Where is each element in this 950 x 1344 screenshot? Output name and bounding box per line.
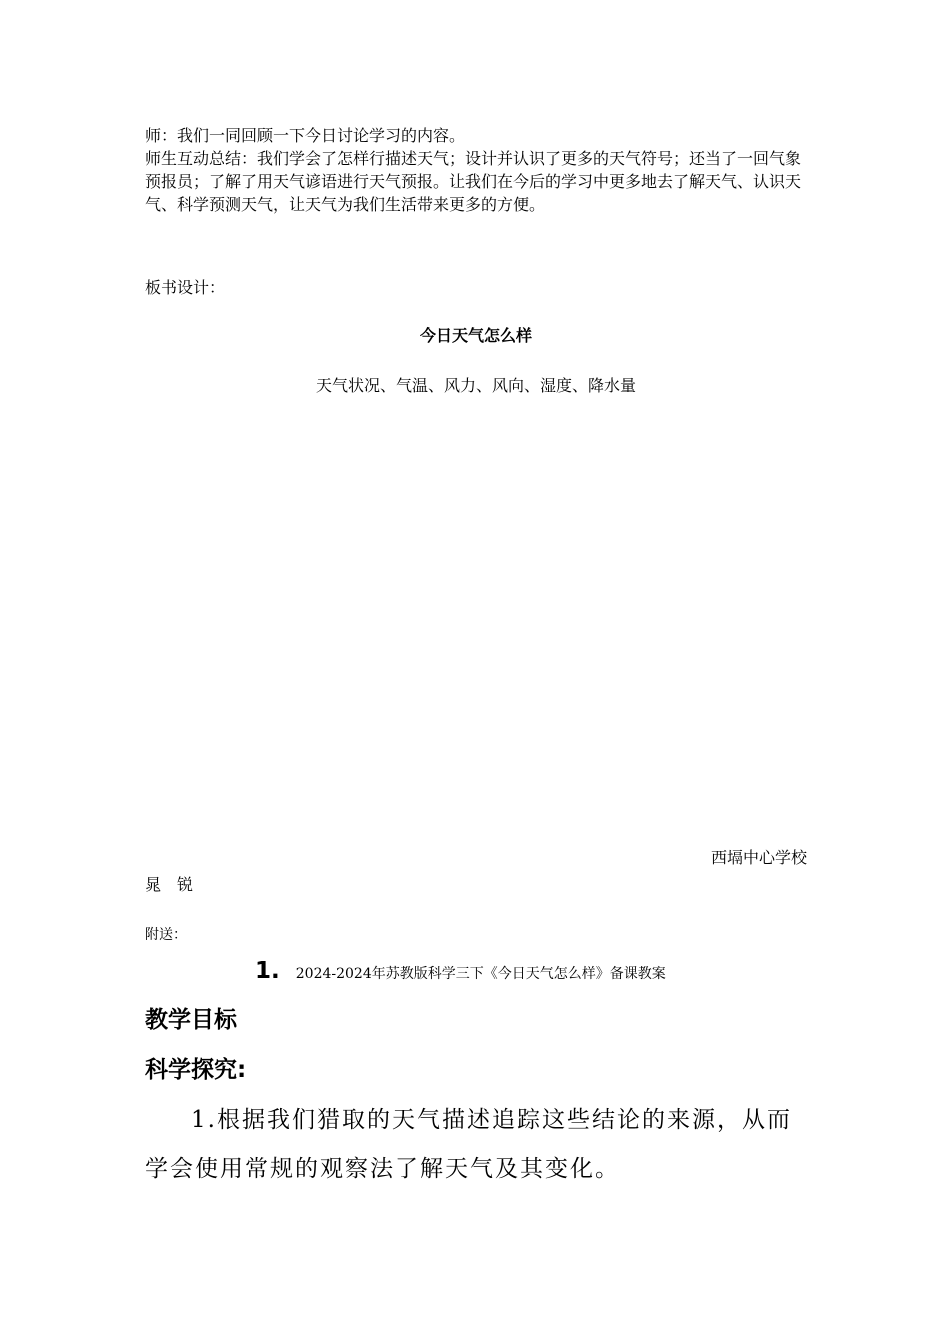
board-title: 今日天气怎么样 <box>419 326 532 345</box>
appendix-title: 2024-2024年苏教版科学三下《今日天气怎么样》备课教案 <box>295 966 666 982</box>
summary-paragraph: 师生互动总结：我们学会了怎样行描述天气；设计并认识了更多的天气符号；还当了一回气象预报员；了解了用天气谚语进行天气预报。让我们在今后的学习中更多地去了解天气、认识天气、科学预测天气，让天气为我们生活带来更多的方便。 <box>145 149 802 214</box>
appendix-number: 1. <box>255 958 280 984</box>
appendix-title-line <box>255 958 666 984</box>
appendix-label: 附送： <box>145 927 187 943</box>
teaching-goals-heading: 教学目标 <box>145 1007 237 1033</box>
science-inquiry-heading: 科学探究: <box>145 1057 247 1083</box>
board-items: 天气状况、气温、风力、风向、湿度、降水量 <box>315 376 636 395</box>
school-name: 西塥中心学校 <box>710 848 807 867</box>
author-name: 晁 锐 <box>145 875 194 894</box>
board-design-label: 板书设计： <box>145 278 226 297</box>
summary-intro-line: 师：我们一同回顾一下今日讨论学习的内容。 <box>145 126 466 145</box>
inquiry-point-1: 1.根据我们猎取的天气描述追踪这些结论的来源，从而学会使用常规的观察法了解天气及其变化。 <box>145 1107 792 1182</box>
